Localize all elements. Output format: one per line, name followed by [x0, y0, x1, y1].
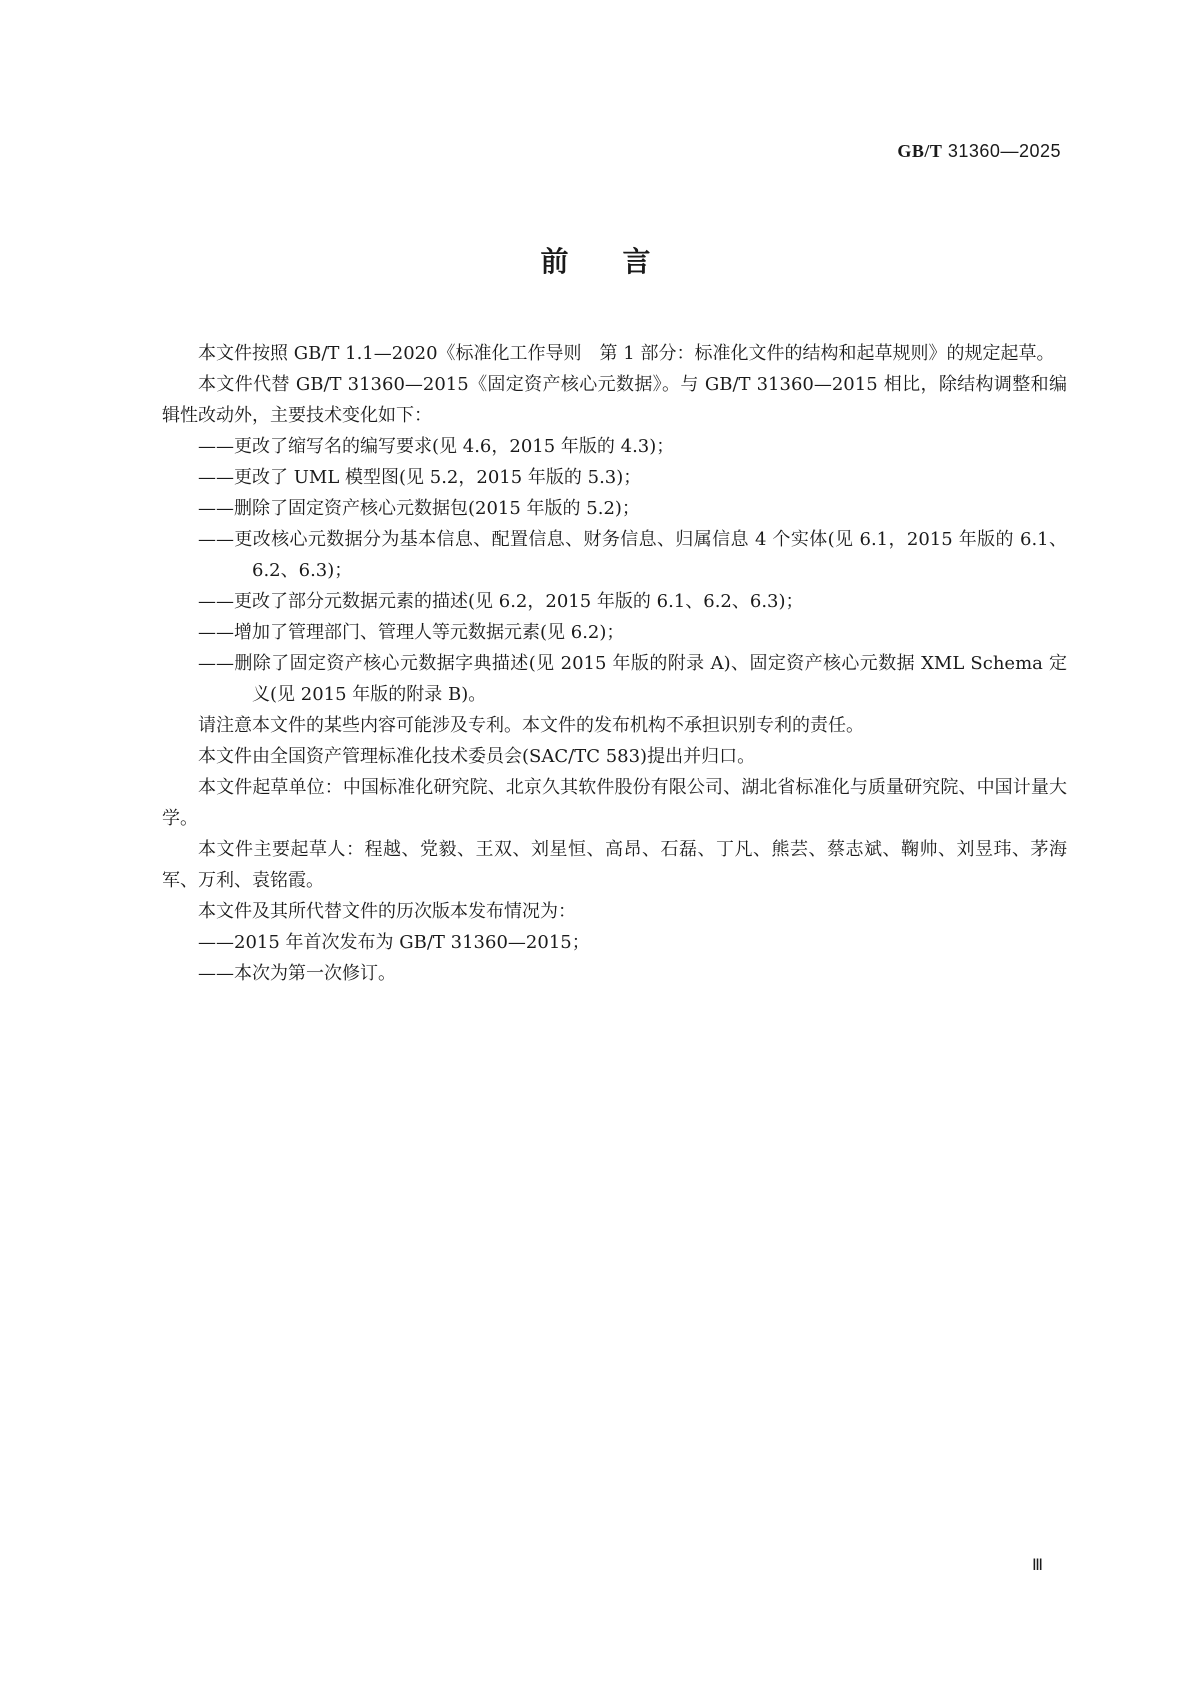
change-item: ——更改了缩写名的编写要求(见 4.6，2015 年版的 4.3)；: [198, 436, 675, 457]
history-item: ——本次为第一次修订。: [198, 963, 396, 984]
paragraph-drafting-rules: 本文件按照 GB/T 1.1—2020《标准化工作导则 第 1 部分：标准化文件的结构和起草规则》的规定起草。: [198, 343, 1055, 364]
change-item: ——增加了管理部门、管理人等元数据元素(见 6.2)；: [198, 622, 625, 643]
paragraph-proposer: 本文件由全国资产管理标准化技术委员会(SAC/TC 583)提出并归口。: [198, 746, 756, 767]
change-item: ——更改核心元数据分为基本信息、配置信息、财务信息、归属信息 4 个实体(见 6.1，2015 年版的 6.1、6.2、6.3)；: [198, 529, 1067, 581]
foreword-body: [162, 338, 1067, 989]
change-item: ——更改了部分元数据元素的描述(见 6.2，2015 年版的 6.1、6.2、6.3)；: [198, 591, 804, 612]
standard-code-prefix: GB/T: [897, 141, 943, 161]
paragraph-patent-notice: 请注意本文件的某些内容可能涉及专利。本文件的发布机构不承担识别专利的责任。: [198, 715, 864, 736]
paragraph-history-intro: 本文件及其所代替文件的历次版本发布情况为：: [198, 901, 576, 922]
change-item: ——删除了固定资产核心元数据字典描述(见 2015 年版的附录 A)、固定资产核心元数据 XML Schema 定义(见 2015 年版的附录 B)。: [198, 653, 1067, 705]
paragraph-replacement: 本文件代替 GB/T 31360—2015《固定资产核心元数据》。与 GB/T 31360—2015 相比，除结构调整和编辑性改动外，主要技术变化如下：: [162, 374, 1067, 426]
page-number: Ⅲ: [1032, 1557, 1044, 1574]
standard-code: [897, 141, 1061, 162]
page-title: 前言: [540, 245, 705, 278]
standard-code-number: 31360—2025: [947, 141, 1061, 161]
change-item: ——更改了 UML 模型图(见 5.2，2015 年版的 5.3)；: [198, 467, 642, 488]
paragraph-drafting-units: 本文件起草单位：中国标准化研究院、北京久其软件股份有限公司、湖北省标准化与质量研究院、中国计量大学。: [162, 777, 1067, 829]
paragraph-drafters: 本文件主要起草人：程越、党毅、王双、刘星恒、高昂、石磊、丁凡、熊芸、蔡志斌、鞠帅、刘昱玮、茅海军、万利、袁铭霞。: [162, 839, 1067, 891]
history-item: ——2015 年首次发布为 GB/T 31360—2015；: [198, 932, 590, 953]
change-item: ——删除了固定资产核心元数据包(2015 年版的 5.2)；: [198, 498, 640, 519]
